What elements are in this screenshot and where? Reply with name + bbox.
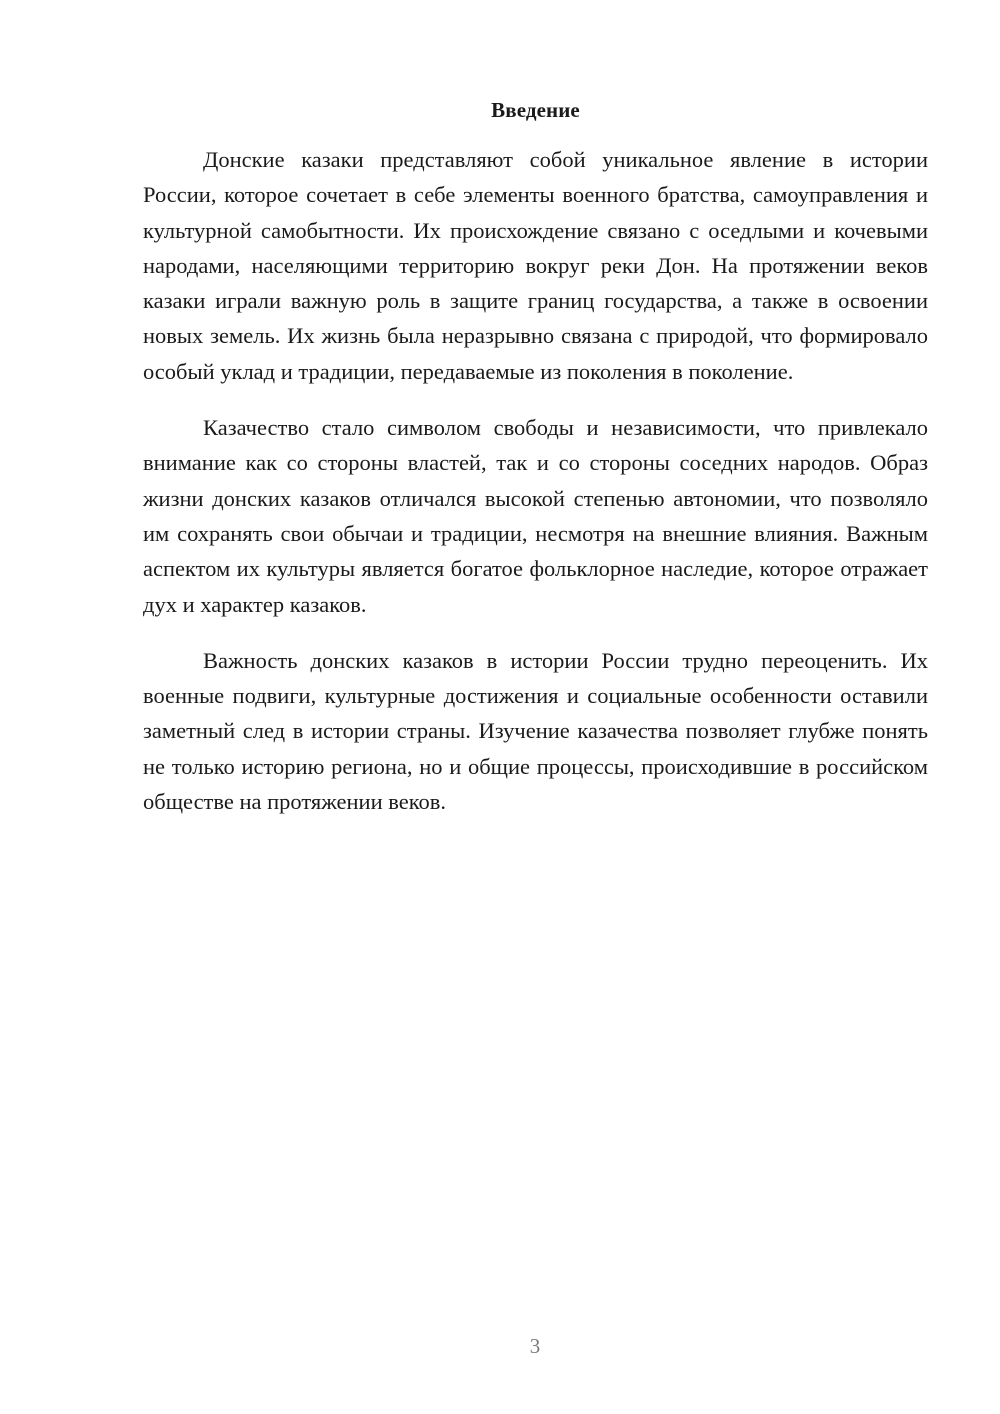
paragraph-2: Казачество стало символом свободы и независимости, что привлекало внимание как со стороны властей, так и со стороны соседних народов. Образ жизни донских казаков отличался высокой степенью автономии, что позволяло им сохранять свои обычаи и традиции, несмотря на внешние влияния. Важным аспектом их культуры является богатое фольклорное наследие, которое отражает дух и характер казаков.: [143, 415, 928, 617]
page-number: 3: [529, 1334, 541, 1358]
page-content: [143, 93, 928, 819]
paragraph-3: Важность донских казаков в истории России трудно переоценить. Их военные подвиги, культурные достижения и социальные особенности оставили заметный след в истории страны. Изучение казачества позволяет глубже понять не только историю региона, но и общие процессы, происходившие в российском обществе на протяжении веков.: [143, 647, 928, 815]
paragraph-1: Донские казаки представляют собой уникальное явление в истории России, которое сочетает в себе элементы военного братства, самоуправления и культурной самобытности. Их происхождение связано с оседлыми и кочевыми народами, населяющими территорию вокруг реки Дон. На протяжении веков казаки играли важную роль в защите границ государства, а также в освоении новых земель. Их жизнь была неразрывно связана с природой, что формировало особый уклад и традиции, передаваемые из поколения в поколение.: [143, 147, 928, 384]
section-title: Введение: [491, 98, 580, 122]
